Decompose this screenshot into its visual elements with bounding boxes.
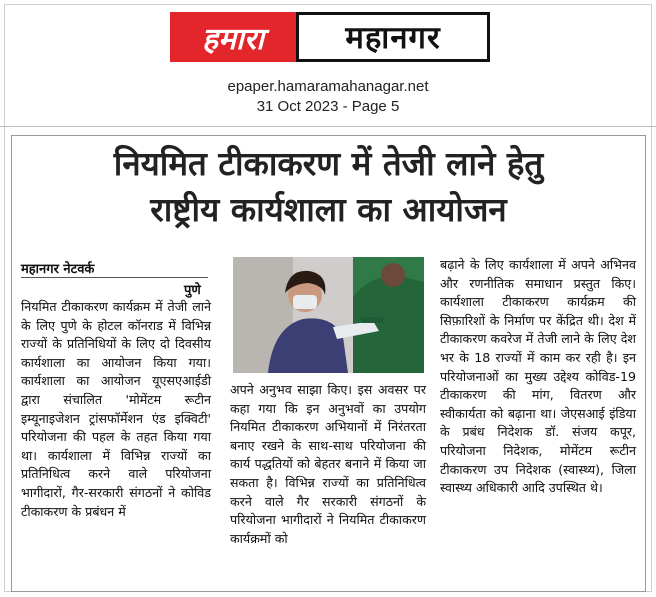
vaccination-photo [233,257,424,373]
masthead-logo [170,12,490,62]
header-divider [0,126,656,127]
byline: महानगर नेटवर्क [21,262,95,277]
dateline: पुणे [184,283,201,298]
masthead-part2: महानगर [296,12,490,62]
headline-line2: राष्ट्रीय कार्यशाला का आयोजन [150,190,507,229]
article-column-1: नियमित टीकाकरण कार्यक्रम में तेजी लाने के लिए पुणे के होटल कॉनराड में विभिन्न राज्यों के प्रतिनिधियों के लिए दो दिवसीय कार्यशाला का आयोजन किया गया। कार्यशाला का आयोजन यूएसएआईडी द्वारा संचालित 'मोमेंटम रूटीन इम्यूनाइजेशन ट्रांसफॉर्मेशन एंड इक्विटी' परियोजना की पहल के तहत किया गया था। कार्यशाला में विभिन्न राज्यों का प्रतिनिधित्व करने वाले परियोजना भागीदारों, गैर-सरकारी संगठनों ने कोविड टीकाकरण के प्रबंधन में [21,299,211,519]
source-url[interactable]: epaper.hamaramahanagar.net [227,78,429,95]
byline-divider [21,277,208,278]
news-clipping [11,135,646,592]
vaccination-photo-illustration [233,257,424,373]
source-date-page: 31 Oct 2023 - Page 5 [256,98,400,115]
headline-line1: नियमित टीकाकरण में तेजी लाने हेतु [113,144,544,183]
article-column-3: बढ़ाने के लिए कार्यशाला में अपने अभिनव और रणनीतिक समाधान प्रस्तुत किए। कार्यशाला टीकाकरण कार्यक्रम की सिफ़ारिशों के निर्माण पर केंद्रित थी। देश में टीकाकरण कवरेज में तेजी लाने के लिए देश भर के 18 राज्यों में काम कर रही है। इन परियोजनाओं का मुख्य उद्देश्य कोविड-19 टीकाकरण की मांग, वितरण और स्वीकार्यता को बढ़ाना था। जेएसआई इंडिया के प्रबंध निदेशक डॉ. संजय कपूर, परियोजना निदेशक, मोमेंटम रूटीन टीकाकरण उप निदेशक (स्वास्थ्य), जिला स्वास्थ्य अधिकारी आदि उपस्थित थे। [440,257,636,496]
article-column-2: अपने अनुभव साझा किए। इस अवसर पर कहा गया कि इन अनुभवों का उपयोग नियमित टीकाकरण अभियानों में निरंतरता बनाए रखने के साथ-साथ परियोजना की कार्य पद्धतियों को बेहतर बनाने में किया जा सकता है। विभिन्न राज्यों का प्रतिनिधित्व करने वाले गैर सरकारी संगठनों के परियोजना भागीदारों ने नियमित टीकाकरण कार्यक्रमों को [230,382,426,546]
masthead-part1: हमारा [170,12,296,62]
